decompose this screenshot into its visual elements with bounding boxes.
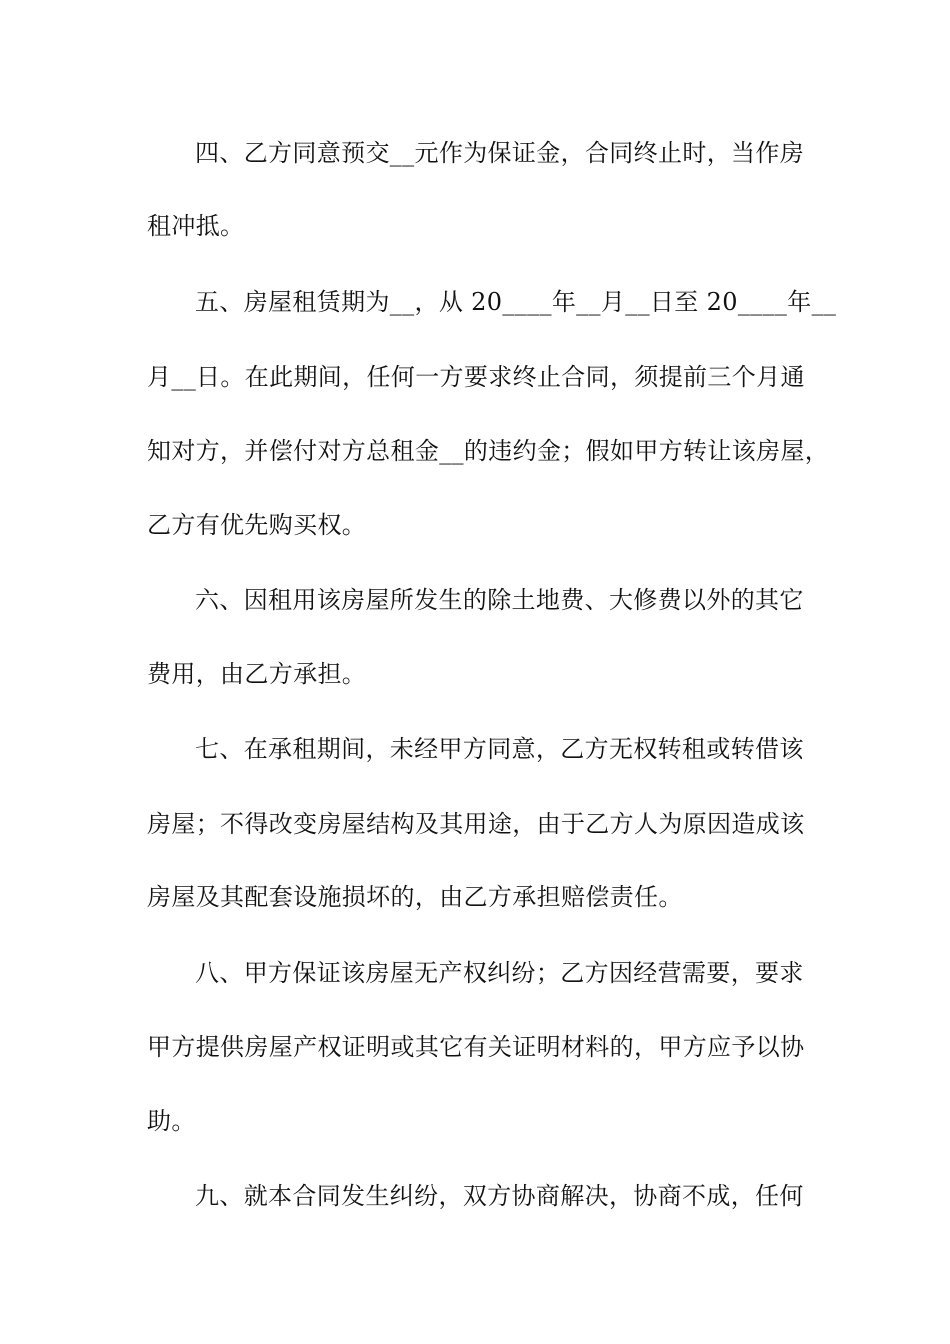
- clause-5-line-4: 乙方有优先购买权。: [147, 511, 367, 539]
- clause-8-line-3: 助。: [147, 1107, 196, 1135]
- clause-4-line-1: 四、乙方同意预交__元作为保证金，合同终止时，当作房: [195, 139, 805, 167]
- clause-6-line-2: 费用，由乙方承担。: [147, 660, 367, 688]
- clause-4-line-2: 租冲抵。: [147, 212, 245, 240]
- clause-8-line-2: 甲方提供房屋产权证明或其它有关证明材料的，甲方应予以协: [147, 1033, 805, 1061]
- clause-8-line-1: 八、甲方保证该房屋无产权纠纷；乙方因经营需要，要求: [195, 959, 804, 987]
- clause-5-line-3: 知对方，并偿付对方总租金__的违约金；假如甲方转让该房屋，: [147, 437, 830, 465]
- clause-6-line-1: 六、因租用该房屋所发生的除土地费、大修费以外的其它: [195, 586, 804, 614]
- clause-7-line-2: 房屋；不得改变房屋结构及其用途，由于乙方人为原因造成该: [147, 810, 805, 838]
- clause-9-line-1: 九、就本合同发生纠纷，双方协商解决，协商不成，任何: [195, 1182, 804, 1210]
- clause-5-line-1: 五、房屋租赁期为__，从 20____年__月__日至 20____年__: [195, 288, 837, 316]
- clause-7-line-1: 七、在承租期间，未经甲方同意，乙方无权转租或转借该: [195, 735, 804, 763]
- clause-5-line-2: 月__日。在此期间，任何一方要求终止合同，须提前三个月通: [147, 363, 805, 391]
- clause-7-line-3: 房屋及其配套设施损坏的，由乙方承担赔偿责任。: [147, 883, 683, 911]
